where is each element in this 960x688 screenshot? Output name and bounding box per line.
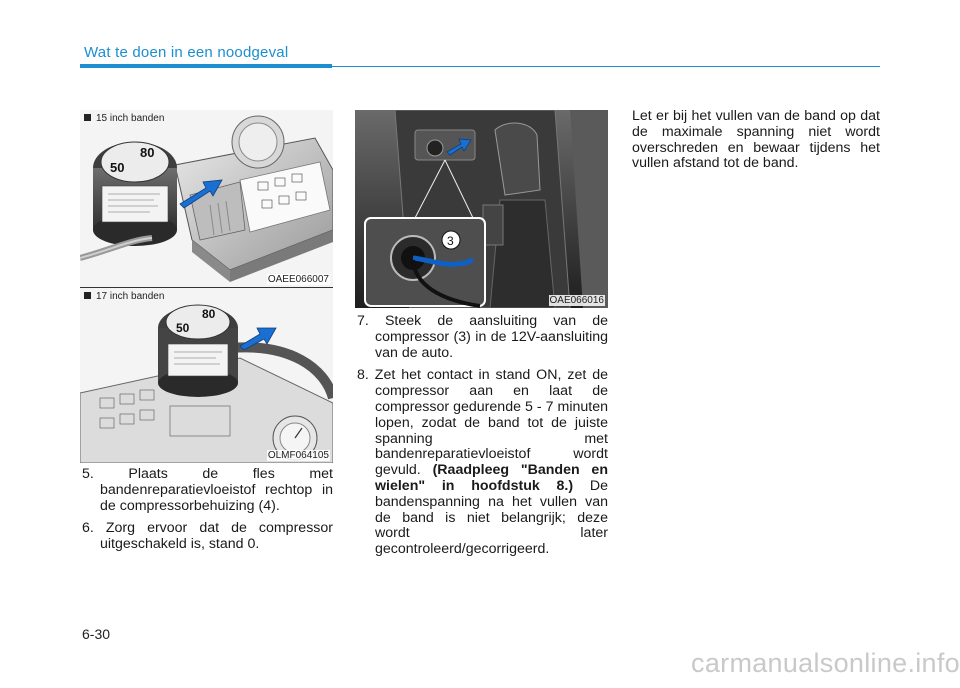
step-8-text: 8. Zet het contact in stand ON, zet de compressor aan en laat de compressor gedurende 5 - 7 minuten lopen, zodat de band tot de juiste spanning met bandenreparatievloeistof wordt gevuld. <box>357 367 608 479</box>
figure-17-inch-tires <box>80 288 333 463</box>
figure-caption: 17 inch banden <box>84 291 164 302</box>
gauge-80-label: 80 <box>202 307 216 321</box>
compressor-illustration <box>80 288 333 463</box>
gauge-50-label: 50 <box>110 160 125 175</box>
gauge-50-label: 50 <box>176 321 190 335</box>
step-8 <box>357 368 608 558</box>
figure-code: OAEE066007 <box>267 274 329 285</box>
step-8-note: De bandenspanning na het vullen van de band is niet belangrijk; deze wordt later gecontroleerd/gecorrigeerd. <box>375 477 608 558</box>
car-console-illustration <box>355 110 608 308</box>
step-7: 7. Steek de aansluiting van de compressor (3) in de 12V-aansluiting van de auto. <box>357 313 608 361</box>
figure-caption: 15 inch banden <box>84 113 164 124</box>
page-number: 6-30 <box>82 626 111 642</box>
step-6: 6. Zorg ervoor dat de compressor uitgeschakeld is, stand 0. <box>82 520 333 553</box>
header-rule <box>332 66 880 67</box>
header-accent-bar <box>80 64 332 68</box>
filling-warning-note: Let er bij het vullen van de band op dat de maximale spanning niet wordt overschreden en bewaar tijdens het vullen afstand tot de band. <box>632 108 880 172</box>
text-column-2 <box>357 314 608 565</box>
text-column-1 <box>82 467 333 560</box>
callout-number: 3 <box>447 234 454 248</box>
step-5: 5. Plaats de fles met bandenreparatievloeistof rechtop in de compressorbehuizing (4). <box>82 466 333 514</box>
step-8-reference: (Raadpleeg "Banden en wielen" in hoofdstuk 8.) <box>375 462 608 494</box>
section-title: Wat te doen in een noodgeval <box>84 44 289 61</box>
figure-15-inch-tires <box>80 110 333 287</box>
text-column-3 <box>632 109 880 179</box>
compressor-illustration <box>80 110 333 287</box>
figure-code: OLMF064105 <box>267 450 329 461</box>
watermark: carmanualsonline.info <box>691 648 960 678</box>
gauge-80-label: 80 <box>140 145 155 160</box>
figure-code: OAE066016 <box>549 295 604 306</box>
figure-12v-socket <box>355 110 608 308</box>
